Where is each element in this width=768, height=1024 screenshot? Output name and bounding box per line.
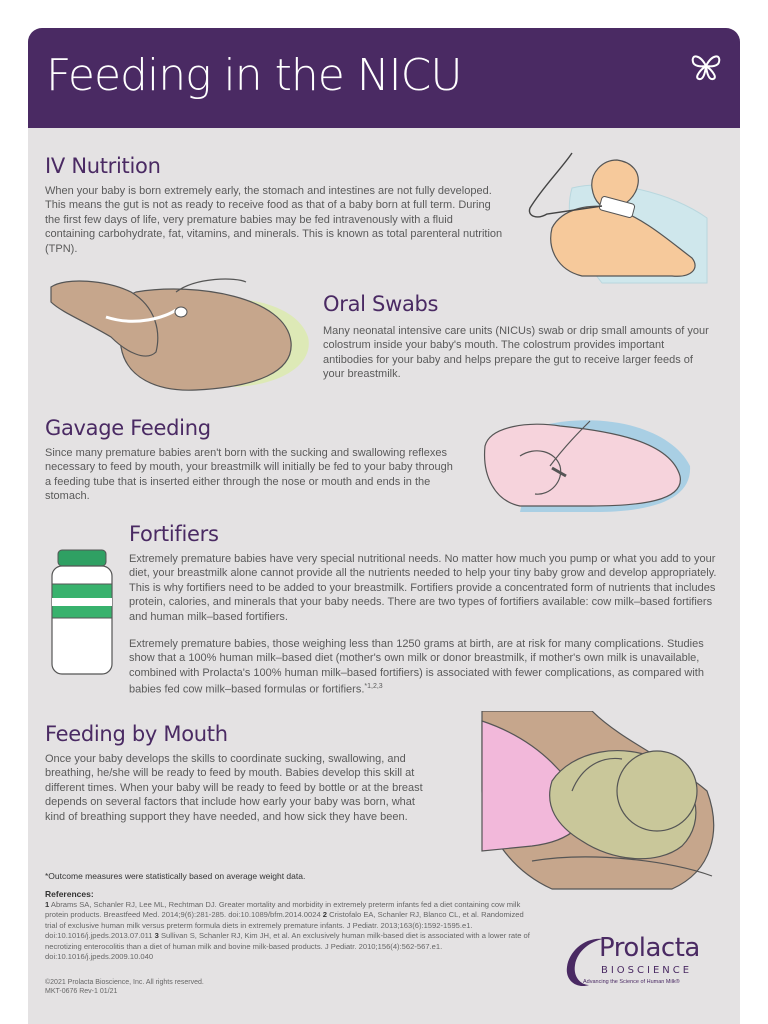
flyer-page bbox=[28, 28, 740, 1024]
ref-2-number: 2 bbox=[322, 910, 328, 920]
ref-2-text: Cristofalo EA, Schanler RJ, Blanco CL, et al. Randomized trial of exclusive human milk versus preterm formula diets in extremely premature infants. J Pediatr. 2013;163(6):1592-1595.e1. doi:10.1016/j.jpeds.2013.07.011 bbox=[45, 910, 524, 941]
page-title: Feeding in the NICU bbox=[46, 50, 462, 101]
oral-swabs-text: Many neonatal intensive care units (NICUs) swab or drip small amounts of your colostrum inside your baby's mouth. The colostrum provides important antibodies for your baby and helps prepare the gut to receive larger feeds of your breastmilk. bbox=[323, 325, 709, 381]
iv-nutrition-text: When your baby is born extremely early, the stomach and intestines are not fully developed. This means the gut is not as ready to receive food as that of a baby born at full term. During the first few days of life, very premature babies may be fed intravenously with a fluid containing carbohydrate, fat, vitamins, and minerals. This is known as total parenteral nutrition (TPN). bbox=[45, 185, 503, 255]
logo-subtitle: BIOSCIENCE bbox=[601, 965, 693, 976]
fortifier-bottle-illustration bbox=[50, 548, 114, 676]
ref-1-number: 1 bbox=[45, 900, 50, 909]
fortifiers-text-1: Extremely premature babies have very special nutritional needs. No matter how much you pump or what you add to your diet, your breastmilk alone cannot provide all the nutrients needed to help your tiny baby grow and develop appropriately. This is why fortifiers need to be added to your breastmilk. Fortifiers provide a concentrated form of nutrients that includes protein, calories, and minerals that your baby needs. There are two types of fortifiers available: cow milk–based fortifiers and human milk–based fortifiers. bbox=[129, 553, 717, 623]
ref-3-number: 3 bbox=[154, 931, 159, 941]
butterfly-icon bbox=[688, 48, 724, 84]
feeding-by-mouth-text: Once your baby develops the skills to coordinate sucking, swallowing, and breathing, he/she will be ready to feed by mouth. Babies develop this skill at different times. When your baby will be ready to feed by bottle or at the breast depends on several factors that include how early your baby was born, what kind of breathing support they have needed, and how sick they have been. bbox=[45, 753, 423, 823]
outcome-note: *Outcome measures were statistically based on average weight data. bbox=[45, 871, 306, 881]
gavage-feeding-text: Since many premature babies aren't born with the sucking and swallowing reflexes necessary to feed by mouth, your breastmilk will initially be fed to your baby through a feeding tube that is inserted either through the nose or mouth and ends in the stomach. bbox=[45, 447, 453, 503]
header-banner bbox=[28, 28, 740, 128]
ref-3-text: Sullivan S, Schanler RJ, Kim JH, et al. An exclusively human milk-based diet is associated with a lower rate of necrotizing enterocolitis than a diet of human milk and bovine milk-based products. J Pediatr. 2010;156(4):562-567.e1. doi:10.1016/j.jpeds.2009.10.040 bbox=[45, 931, 530, 962]
breastfeeding-illustration bbox=[472, 711, 722, 891]
fortifiers-heading: Fortifiers bbox=[129, 522, 219, 546]
fortifiers-text-2-body: Extremely premature babies, those weighing less than 1250 grams at birth, are at risk for many complications. Studies show that a 100% human milk–based diet (mother's own milk or donor breastmilk, if mother's own milk is unavailable, combined with Prolacta's 100% human milk–based fortifiers) is associated with fewer complications, as compared with babies fed cow milk–based formulas or fortifiers. bbox=[129, 638, 704, 696]
ref-1-text: Abrams SA, Schanler RJ, Lee ML, Rechtman DJ. Greater mortality and morbidity in extremely preterm infants fed a diet containing cow milk protein products. Breastfeed Med. 2014;9(6):281-285. doi:10.1089/bfm.2014.0024 bbox=[45, 900, 521, 920]
oral-swab-illustration bbox=[46, 272, 316, 402]
document-code: MKT-0676 Rev-1 01/21 bbox=[45, 988, 118, 995]
iv-arm-illustration bbox=[522, 148, 714, 288]
prolacta-logo bbox=[563, 933, 733, 995]
gavage-feeding-illustration bbox=[480, 406, 695, 518]
gavage-feeding-heading: Gavage Feeding bbox=[45, 416, 211, 440]
logo-name: Prolacta bbox=[599, 933, 700, 963]
iv-nutrition-heading: IV Nutrition bbox=[45, 154, 161, 178]
references-heading: References: bbox=[45, 889, 94, 899]
copyright bbox=[45, 978, 204, 996]
oral-swabs-heading: Oral Swabs bbox=[323, 292, 439, 316]
copyright-text: ©2021 Prolacta Bioscience, Inc. All rights reserved. bbox=[45, 979, 204, 986]
references-list bbox=[45, 900, 533, 962]
fortifiers-text-2 bbox=[129, 637, 719, 697]
feeding-by-mouth-heading: Feeding by Mouth bbox=[45, 722, 228, 746]
logo-tagline: Advancing the Science of Human Milk® bbox=[583, 979, 680, 985]
footnote-markers: *1,2,3 bbox=[364, 683, 383, 691]
